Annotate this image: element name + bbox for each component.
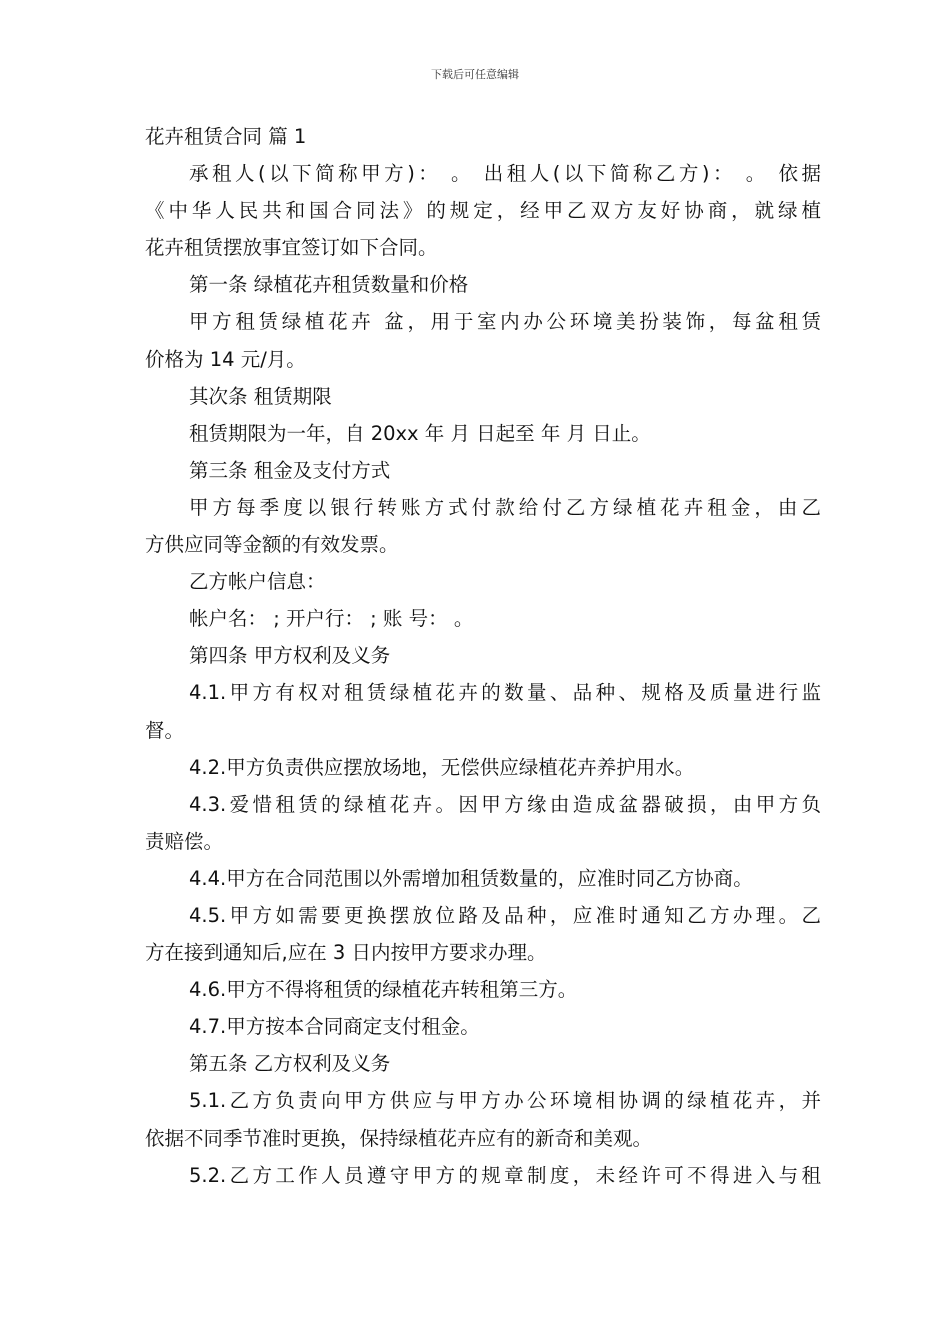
page-header: 下载后可任意编辑 (431, 68, 519, 81)
document-line: 乙方帐户信息： (189, 570, 326, 594)
document-line: 4.7.甲方按本合同商定支付租金。 (189, 1015, 480, 1039)
document-line: 第四条 甲方权利及义务 (189, 644, 391, 668)
document-line: 5.2.乙方工作人员遵守甲方的规章制度，未经许可不得进入与租 (189, 1163, 821, 1187)
document-line: 4.6.甲方不得将租赁的绿植花卉转租第三方。 (189, 978, 578, 1002)
document-line: 方在接到通知后,应在 3 日内按甲方要求办理。 (145, 941, 547, 965)
document-line: 价格为 14 元/月。 (145, 347, 306, 371)
document-line: 其次条 租赁期限 (189, 384, 332, 408)
document-line: 第一条 绿植花卉租赁数量和价格 (189, 273, 469, 297)
document-line: 花卉租赁合同 篇 1 (145, 125, 307, 148)
document-line: 第三条 租金及支付方式 (189, 458, 391, 482)
document-line: 方供应同等金额的有效发票。 (145, 533, 399, 557)
document-line: 4.3.爱惜租赁的绿植花卉。因甲方缘由造成盆器破损，由甲方负 (189, 792, 821, 816)
document-line: 督。 (145, 718, 185, 742)
document-line: 《中华人民共和国合同法》的规定，经甲乙双方友好协商，就绿植 (145, 199, 821, 223)
document-line: 甲方租赁绿植花卉 盆，用于室内办公环境美扮装饰，每盆租赁 (189, 310, 821, 334)
document-line: 甲方每季度以银行转账方式付款给付乙方绿植花卉租金，由乙 (189, 495, 821, 519)
document-line: 5.1.乙方负责向甲方供应与甲方办公环境相协调的绿植花卉，并 (189, 1089, 821, 1113)
document-line: 依据不同季节准时更换，保持绿植花卉应有的新奇和美观。 (145, 1126, 653, 1150)
document-line: 4.5.甲方如需要更换摆放位路及品种，应准时通知乙方办理。乙 (189, 903, 821, 927)
document-line: 责赔偿。 (145, 829, 224, 853)
document-line: 租赁期限为一年，自 20xx 年 月 日起至 年 月 日止。 (189, 421, 651, 445)
document-line: 4.4.甲方在合同范围以外需增加租赁数量的，应准时同乙方协商。 (189, 866, 753, 890)
document-line: 帐户名： ; 开户行： ; 账 号： 。 (189, 607, 474, 631)
document-line: 4.2.甲方负责供应摆放场地，无偿供应绿植花卉养护用水。 (189, 755, 695, 779)
document-line: 4.1.甲方有权对租赁绿植花卉的数量、品种、规格及质量进行监 (189, 681, 821, 705)
document-line: 花卉租赁摆放事宜签订如下合同。 (145, 236, 438, 260)
document-line: 承租人(以下简称甲方)： 。 出租人(以下简称乙方)： 。 依据 (189, 162, 821, 186)
document-line: 第五条 乙方权利及义务 (189, 1052, 391, 1076)
document-body (145, 118, 821, 1194)
